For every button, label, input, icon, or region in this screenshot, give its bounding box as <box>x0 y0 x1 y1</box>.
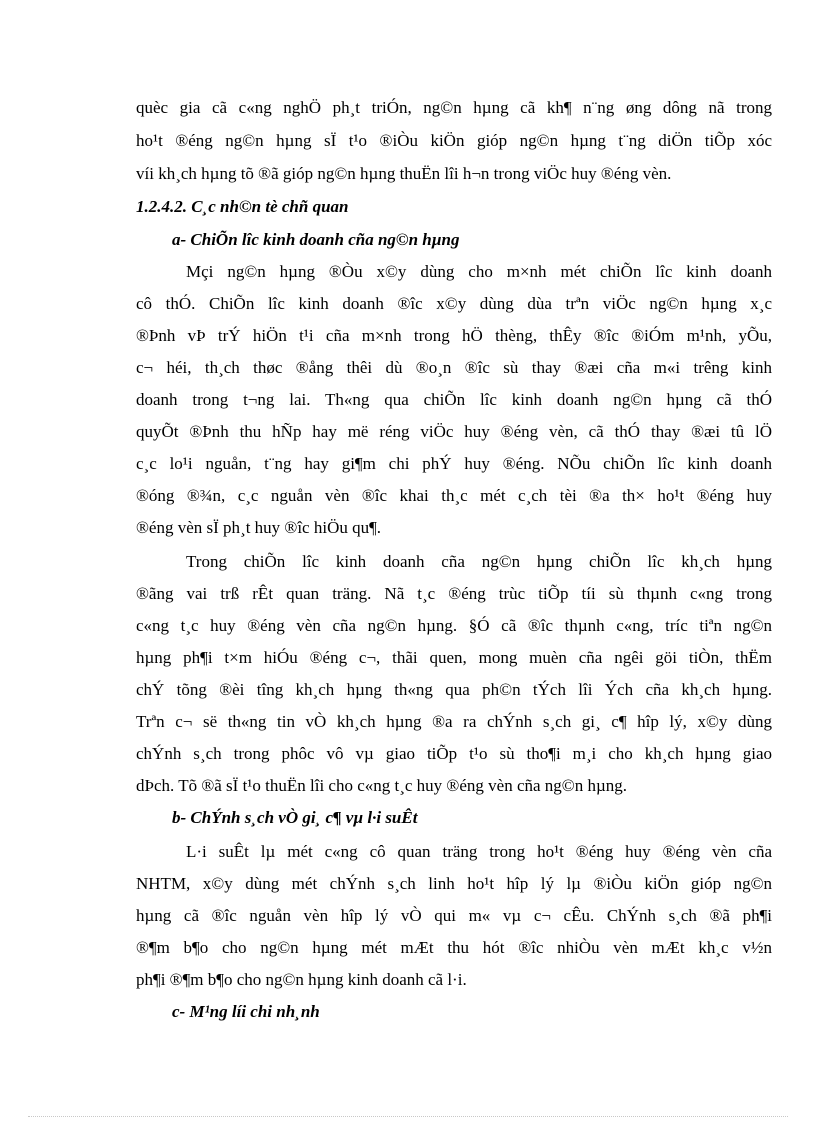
paragraph-line: ho¹t ®éng ng©n hµng sÏ t¹o ®iÒu kiÖn gióp ng©n hµng t¨ng diÖn tiÕp xóc <box>136 131 772 150</box>
paragraph-line: Trong chiÕn lîc kinh doanh cña ng©n hµng chiÕn lîc kh¸ch hµng <box>186 552 772 571</box>
paragraph-line: ®óng ®¾n, c¸c nguån vèn ®îc khai th¸c mét c¸ch tèi ®a th× ho¹t ®éng huy <box>136 486 772 505</box>
paragraph-line: ®ãng vai trß rÊt quan träng. Nã t¸c ®éng trùc tiÕp tíi sù thµnh c«ng trong <box>136 584 772 603</box>
paragraph-line: Trªn c¬ së th«ng tin vÒ kh¸ch hµng ®a ra chÝnh s¸ch gi¸ c¶ hîp lý, x©y dùng <box>136 712 772 731</box>
paragraph-line: hµng cã ®îc nguån vèn hîp lý vÒ qui m« vµ c¬ cÊu. ChÝnh s¸ch ®ã ph¶i <box>136 906 772 925</box>
page-bottom-border <box>28 1116 788 1117</box>
paragraph-line: ®¶m b¶o cho ng©n hµng mét mÆt thu hót ®îc nhiÒu vèn mÆt kh¸c v½n <box>136 938 772 957</box>
paragraph-line: NHTM, x©y dùng mét chÝnh s¸ch linh ho¹t hîp lý lµ ®iÒu kiÖn gióp ng©n <box>136 874 772 893</box>
paragraph-line: cô thÓ. ChiÕn lîc kinh doanh ®îc x©y dùng dùa trªn viÖc ng©n hµng x¸c <box>136 294 772 313</box>
paragraph-line: c¸c lo¹i nguån, t¨ng hay gi¶m chi phÝ huy ®éng. NÕu chiÕn lîc kinh doanh <box>136 454 772 473</box>
paragraph-line: quèc gia cã c«ng nghÖ ph¸t triÓn, ng©n hµng cã kh¶ n¨ng øng dông nã trong <box>136 98 772 117</box>
paragraph-line: c¬ héi, th¸ch thøc ®ång thêi dù ®o¸n ®îc sù thay ®æi cña m«i trêng kinh <box>136 358 772 377</box>
paragraph-line: ®Þnh vÞ trÝ hiÖn t¹i cña m×nh trong hÖ thèng, thÊy ®îc ®iÓm m¹nh, yÕu, <box>136 326 772 345</box>
paragraph-line: ph¶i ®¶m b¶o cho ng©n hµng kinh doanh cã l·i. <box>136 970 467 989</box>
paragraph-line: dÞch. Tõ ®ã sÏ t¹o thuËn lîi cho c«ng t¸c huy ®éng vèn cña ng©n hµng. <box>136 776 627 795</box>
paragraph-line: chÝ tõng ®èi tîng kh¸ch hµng th«ng qua ph©n tÝch lîi Ých cña kh¸ch hµng. <box>136 680 772 699</box>
paragraph-line: L·i suÊt lµ mét c«ng cô quan träng trong ho¹t ®éng huy ®éng vèn cña <box>186 842 772 861</box>
paragraph-line: víi kh¸ch hµng tõ ®ã gióp ng©n hµng thuËn lîi h¬n trong viÖc huy ®éng vèn. <box>136 164 672 183</box>
paragraph-line: Mçi ng©n hµng ®Òu x©y dùng cho m×nh mét chiÕn lîc kinh doanh <box>186 262 772 281</box>
paragraph-line: quyÕt ®Þnh thu hÑp hay më réng viÖc huy ®éng vèn, cã thÓ thay ®æi tû lÖ <box>136 422 772 441</box>
paragraph-line: c«ng t¸c huy ®éng vèn cña ng©n hµng. §Ó cã ®îc thµnh c«ng, tríc tiªn ng©n <box>136 616 772 635</box>
paragraph-line: hµng ph¶i t×m hiÓu ®éng c¬, thãi quen, mong muèn cña ngêi göi tiÒn, thËm <box>136 648 772 667</box>
subsection-heading-a: a- ChiÕn lîc kinh doanh cña ng©n hµng <box>172 230 460 249</box>
paragraph-line: ®éng vèn sÏ ph¸t huy ®îc hiÖu qu¶. <box>136 518 382 537</box>
subsection-heading-c: c- M¹ng líi chi nh¸nh <box>172 1002 320 1021</box>
paragraph-line: doanh trong t¬ng lai. Th«ng qua chiÕn lîc kinh doanh ng©n hµng cã thÓ <box>136 390 772 409</box>
subsection-heading-b: b- ChÝnh s¸ch vÒ gi¸ c¶ vµ l·i suÊt <box>172 808 418 827</box>
section-heading: 1.2.4.2. C¸c nh©n tè chñ quan <box>136 197 349 216</box>
paragraph-line: chÝnh s¸ch trong phôc vô vµ giao tiÕp t¹o sù tho¶i m¸i cho kh¸ch hµng giao <box>136 744 772 763</box>
